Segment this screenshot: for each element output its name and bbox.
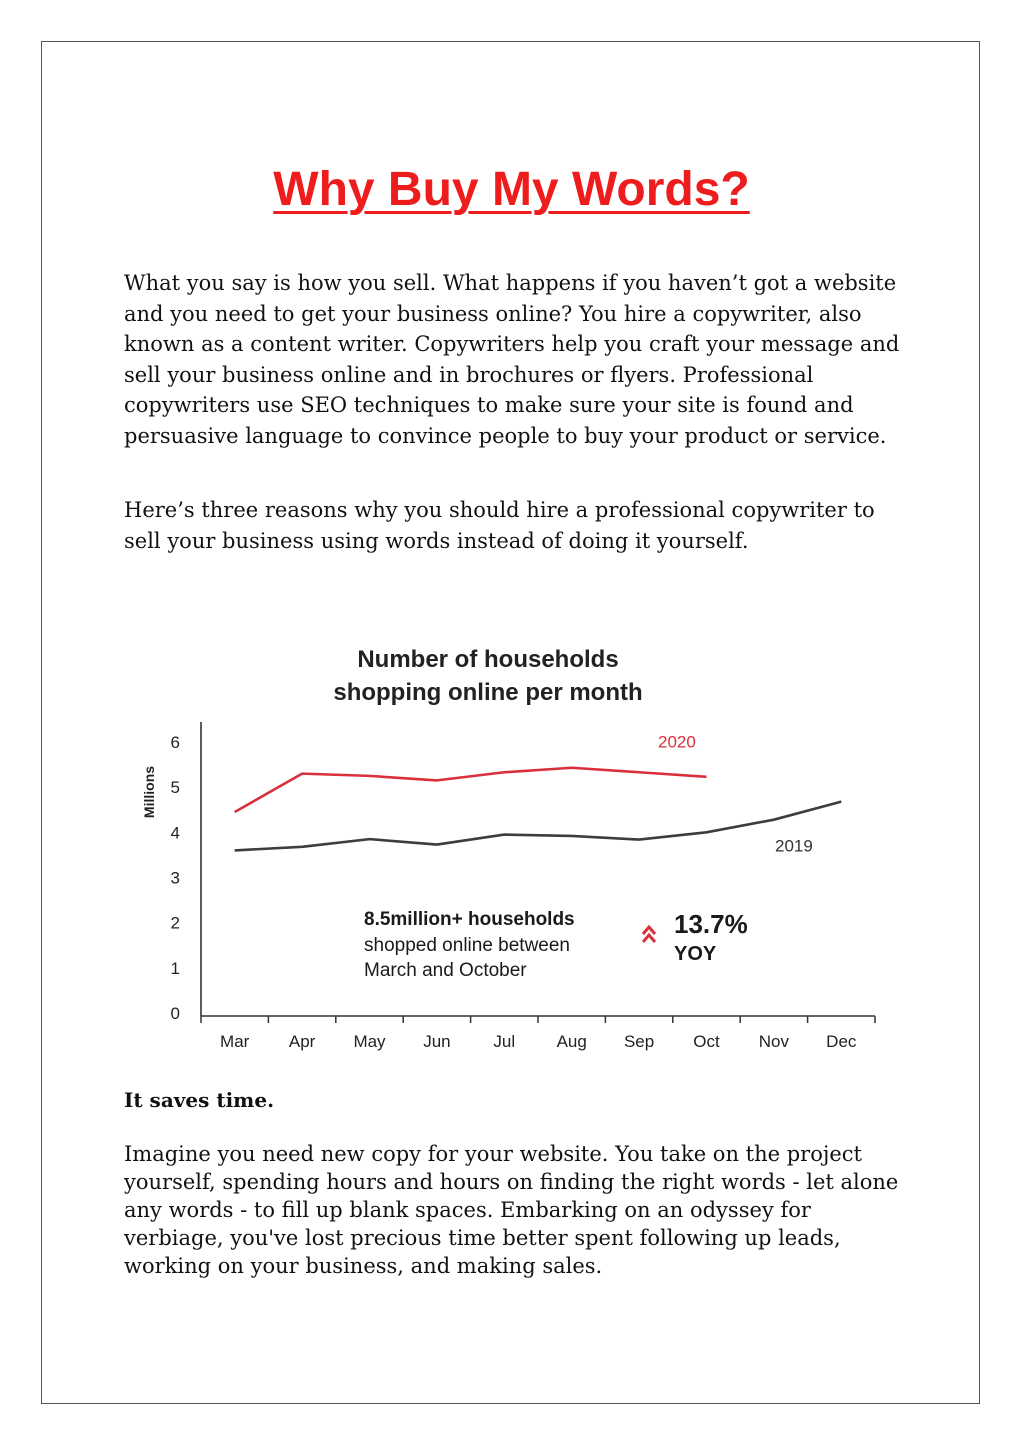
y-tick-label: 6 bbox=[170, 733, 180, 752]
x-tick-label: Sep bbox=[623, 1032, 655, 1051]
intro-paragraph: What you say is how you sell. What happens if you haven’t got a website and you need to get your business online? You hire a copywriter, also known as a content writer. Copywriters help you craft your message and sell your business online and in brochures or flyers. Professional copywriters use SEO techniques to make sure your site is found and persuasive language to convince people to buy your product or service. bbox=[124, 271, 900, 448]
x-tick-label: Nov bbox=[758, 1032, 790, 1051]
annotation-line2: shopped online between bbox=[364, 935, 571, 956]
series-line-2020 bbox=[235, 768, 707, 812]
series-label-2020: 2020 bbox=[658, 732, 696, 752]
chart-title-line2: shopping online per month bbox=[333, 679, 643, 706]
y-tick-label: 5 bbox=[170, 778, 180, 798]
x-tick-label: Dec bbox=[826, 1032, 857, 1051]
y-tick-label: 1 bbox=[170, 958, 180, 978]
x-tick-label: May bbox=[353, 1032, 386, 1051]
section-heading: It saves time. bbox=[124, 1088, 275, 1112]
x-tick-label: Oct bbox=[693, 1032, 720, 1051]
yoy-label: YOY bbox=[674, 943, 717, 965]
y-tick-label: 2 bbox=[170, 913, 180, 933]
y-tick-label: 4 bbox=[170, 823, 180, 843]
y-axis-label: Millions bbox=[141, 765, 157, 819]
x-tick-label: Aug bbox=[556, 1032, 587, 1051]
x-tick-label: Mar bbox=[220, 1032, 250, 1051]
yoy-stat: 13.7% bbox=[674, 909, 748, 939]
x-tick-label: Apr bbox=[288, 1032, 316, 1051]
annotation-line3: March and October bbox=[364, 960, 527, 981]
double-chevron-up-icon bbox=[643, 927, 655, 942]
chart-title-line1: Number of households bbox=[357, 646, 619, 673]
households-chart bbox=[130, 635, 890, 1060]
section-paragraph: Imagine you need new copy for your website. You take on the project yourself, spending hours and hours on finding the right words - let alone any words - to fill up blank spaces. Embarking on an odyssey for verbiage, you've lost precious time better spent following up leads, working on your business, and making sales. bbox=[124, 1142, 899, 1278]
x-tick-label: Jul bbox=[493, 1032, 516, 1051]
reasons-paragraph: Here’s three reasons why you should hire a professional copywriter to sell your business using words instead of doing it yourself. bbox=[124, 498, 875, 553]
series-label-2019: 2019 bbox=[775, 836, 813, 856]
page-title: Why Buy My Words? bbox=[273, 163, 750, 217]
annotation-line1: 8.5million+ households bbox=[364, 909, 575, 930]
y-tick-label: 3 bbox=[170, 868, 180, 888]
y-tick-label: 0 bbox=[170, 1004, 180, 1023]
series-line-2019 bbox=[235, 802, 842, 851]
x-tick-label: Jun bbox=[423, 1032, 451, 1051]
